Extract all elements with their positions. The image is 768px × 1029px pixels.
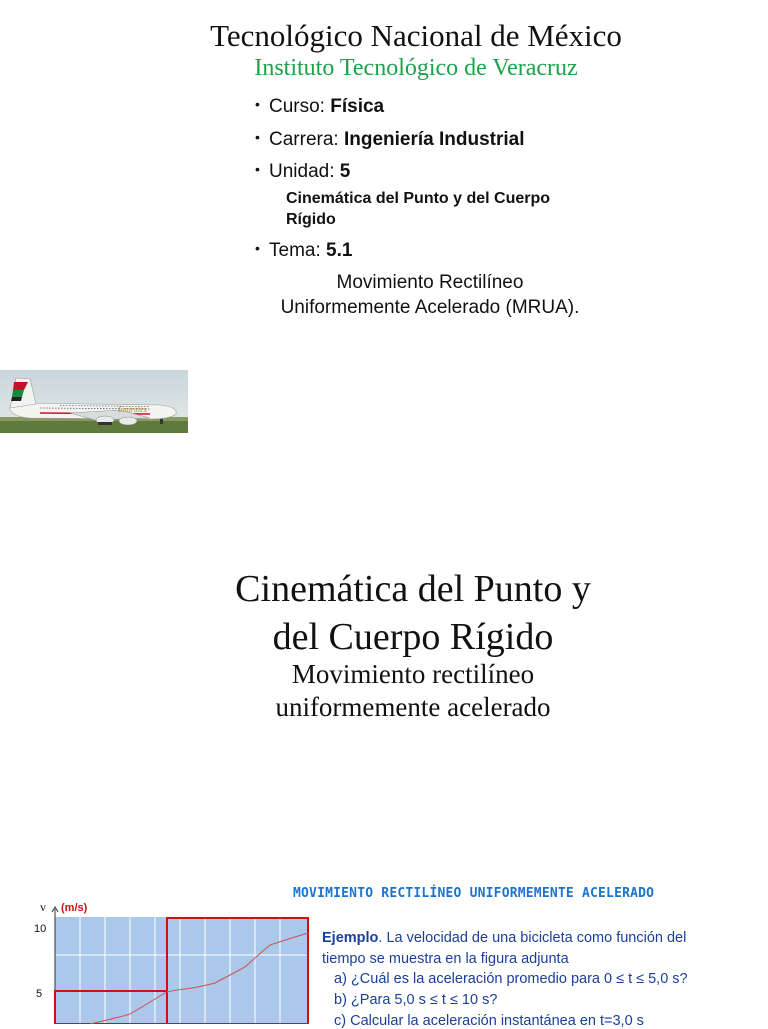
unidad-value: 5 [339, 161, 351, 182]
bullet-curso [255, 96, 384, 118]
tema-desc-line2: Uniformemente Acelerado (MRUA). [280, 297, 580, 318]
slide3-heading: MOVIMIENTO RECTILÍNEO UNIFORMEMENTE ACELERADO [293, 886, 655, 901]
slide2-subtitle-line1: Movimiento rectilíneo [291, 659, 535, 689]
example-text-1: . La velocidad de una bicicleta como función del [378, 930, 687, 946]
curso-label: Curso: [269, 96, 331, 117]
example-line2: tiempo se muestra en la figura adjunta [322, 951, 569, 967]
tema-desc-line1: Movimiento Rectilíneo [336, 272, 524, 293]
unidad-label: Unidad: [269, 161, 340, 182]
institute-subtitle: Instituto Tecnológico de Veracruz [254, 55, 578, 81]
airplane-illustration [0, 370, 188, 433]
question-c: c) Calcular la aceleración instantánea en t=3,0 s [334, 1013, 644, 1029]
livery-text: Emirates [118, 405, 147, 414]
unidad-desc-line2: Rígido [286, 211, 336, 228]
example-line1 [322, 930, 686, 946]
unidad-description [286, 188, 586, 230]
example-label: Ejemplo [322, 930, 379, 946]
velocity-graph-svg [30, 895, 320, 1024]
institution-title: Tecnológico Nacional de México [210, 18, 622, 53]
velocity-time-graph [30, 895, 320, 1024]
slide2-title-line2: del Cuerpo Rígido [272, 616, 554, 658]
emirates-airplane-photo [0, 370, 188, 433]
slide2-subtitle [0, 658, 768, 724]
bullet-dot-icon: • [255, 96, 260, 112]
tema-label: Tema: [269, 240, 327, 261]
y-tick-5: 5 [36, 988, 43, 1000]
plot-background [55, 917, 309, 1024]
question-a: a) ¿Cuál es la aceleración promedio para 0 ≤ t ≤ 5,0 s? [334, 971, 688, 987]
slide2-title-line1: Cinemática del Punto y [235, 568, 591, 610]
bullet-unidad [255, 161, 350, 183]
slide2-title [0, 565, 768, 661]
bullet-dot-icon: • [255, 129, 260, 145]
bullet-tema [255, 240, 352, 262]
tema-value: 5.1 [326, 240, 353, 261]
tema-description [250, 270, 610, 320]
bullet-dot-icon: • [255, 161, 260, 177]
question-b: b) ¿Para 5,0 s ≤ t ≤ 10 s? [334, 992, 498, 1008]
unidad-desc-line1: Cinemática del Punto y del Cuerpo [286, 190, 551, 207]
carrera-value: Ingeniería Industrial [343, 129, 525, 150]
slide2-subtitle-line2: uniformemente acelerado [275, 692, 551, 722]
carrera-label: Carrera: [269, 129, 344, 150]
y-axis-unit: (m/s) [61, 902, 88, 914]
y-axis-symbol: v [40, 900, 46, 914]
curso-value: Física [330, 96, 385, 117]
bullet-dot-icon: • [255, 240, 260, 256]
y-tick-10: 10 [34, 923, 47, 935]
bullet-carrera [255, 129, 525, 151]
